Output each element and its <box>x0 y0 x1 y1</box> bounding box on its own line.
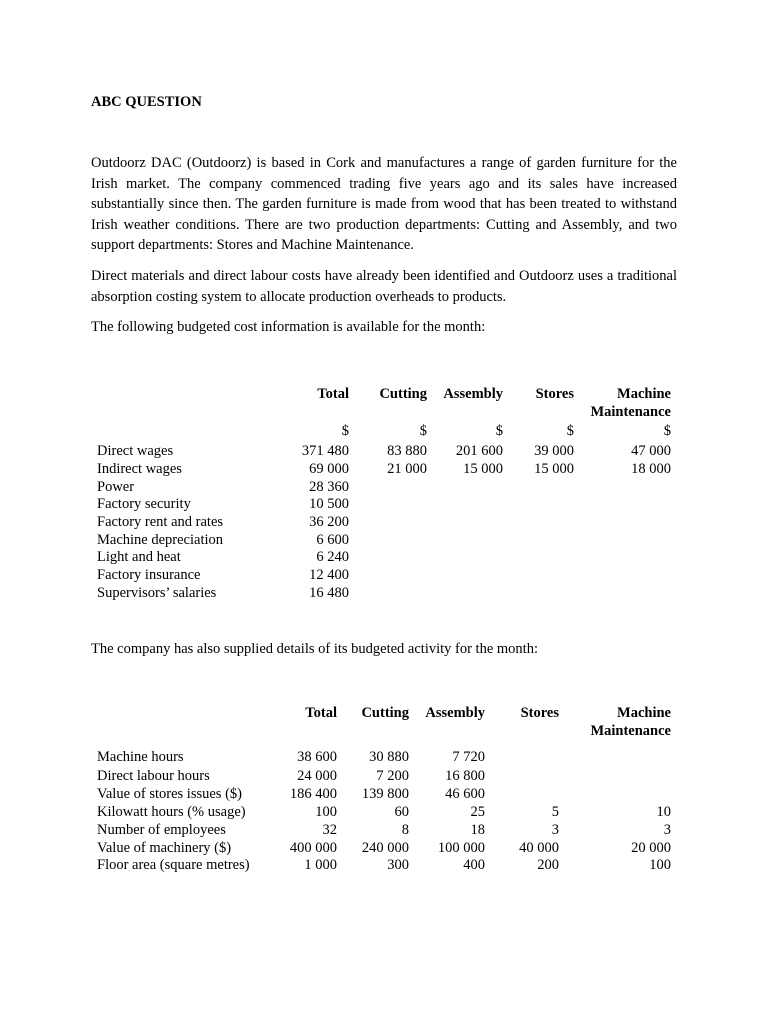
activity-header-cutting: Cutting <box>361 705 409 721</box>
table-cell: 69 000 <box>309 460 349 477</box>
row-label: Power <box>97 478 135 495</box>
page-title: ABC QUESTION <box>91 94 202 110</box>
table-row <box>97 840 671 858</box>
table-cell: 15 000 <box>534 460 574 477</box>
table-cell: 5 <box>551 803 559 820</box>
table-cell <box>574 549 671 567</box>
cost-header-total: Total <box>317 386 349 402</box>
table-cell <box>559 786 671 804</box>
table-cell: 7 720 <box>452 748 485 765</box>
table-cell: 300 <box>387 857 409 874</box>
table-cell: 240 000 <box>361 839 409 856</box>
cost-intro-paragraph: The following budgeted cost information is available for the month: <box>91 319 486 335</box>
table-cell: 186 400 <box>289 786 337 803</box>
table-cell <box>427 514 503 532</box>
budgeted-activity-table <box>97 705 671 875</box>
table-cell: 400 <box>463 857 485 874</box>
activity-header-stores: Stores <box>520 705 559 721</box>
table-cell <box>349 532 427 550</box>
table-row <box>97 514 671 532</box>
table-cell: 10 <box>656 803 671 820</box>
row-label: Direct labour hours <box>97 768 210 785</box>
table-cell <box>349 549 427 567</box>
row-label: Floor area (square metres) <box>97 857 250 874</box>
table-row <box>97 804 671 822</box>
table-cell <box>349 514 427 532</box>
activity-header-assembly: Assembly <box>425 705 485 721</box>
cost-header-assembly: Assembly <box>443 386 503 402</box>
costing-paragraph: Direct materials and direct labour costs have already been identified and Outdoorz uses a traditional absorption costing system to allocate production overheads to products. <box>91 268 677 305</box>
row-label: Kilowatt hours (% usage) <box>97 803 246 820</box>
table-cell: 100 <box>315 803 337 820</box>
table-cell <box>574 567 671 585</box>
table-row <box>97 443 671 461</box>
table-cell <box>349 585 427 603</box>
row-label: Factory security <box>97 496 191 513</box>
table-cell: 400 000 <box>289 839 337 856</box>
row-label: Light and heat <box>97 549 181 566</box>
intro-paragraph: Outdoorz DAC (Outdoorz) is based in Cork and manufactures a range of garden furniture for the Irish market. The company commenced trading five years ago and its sales have increased substantially since then. The garden furniture is made from wood that has been treated to withstand Irish weather conditions. There are two production departments: Cutting and Assembly, and two support departments: Stores and Machine Maintenance. <box>91 155 677 253</box>
table-cell <box>559 741 671 767</box>
table-cell: 200 <box>537 857 559 874</box>
table-cell <box>485 786 559 804</box>
table-cell <box>349 567 427 585</box>
table-cell <box>349 479 427 497</box>
table-cell: 16 480 <box>309 584 349 601</box>
table-row <box>97 461 671 479</box>
row-label: Indirect wages <box>97 460 182 477</box>
table-cell: 40 000 <box>519 839 559 856</box>
table-cell: 47 000 <box>631 443 671 460</box>
table-cell: 32 <box>322 821 337 838</box>
row-label: Direct wages <box>97 443 174 460</box>
table-cell: 25 <box>470 803 485 820</box>
table-cell: 1 000 <box>304 857 337 874</box>
table-cell <box>574 532 671 550</box>
table-cell: 30 880 <box>369 748 409 765</box>
table-cell: 7 200 <box>376 768 409 785</box>
table-cell: 100 <box>649 857 671 874</box>
row-label: Supervisors’ salaries <box>97 584 217 601</box>
table-cell: 201 600 <box>455 443 503 460</box>
table-cell <box>485 741 559 767</box>
table-cell: 3 <box>551 821 559 838</box>
row-label: Machine depreciation <box>97 531 224 548</box>
table-cell <box>427 549 503 567</box>
table-cell <box>503 567 574 585</box>
table-cell: 3 <box>663 821 671 838</box>
row-label: Value of machinery ($) <box>97 839 232 856</box>
table-cell <box>427 496 503 514</box>
table-cell: 60 <box>394 803 409 820</box>
currency-symbol: $ <box>495 423 503 440</box>
table-cell: 6 600 <box>316 531 349 548</box>
table-cell <box>574 514 671 532</box>
table-row <box>97 479 671 497</box>
activity-header-total: Total <box>305 705 337 721</box>
table-cell <box>574 585 671 603</box>
cost-header-cutting: Cutting <box>379 386 427 402</box>
table-cell <box>574 496 671 514</box>
table-cell: 6 240 <box>316 549 349 566</box>
table-cell <box>503 514 574 532</box>
table-row <box>97 857 671 875</box>
table-cell <box>427 585 503 603</box>
currency-symbol: $ <box>341 423 349 440</box>
table-cell <box>503 496 574 514</box>
table-row <box>97 766 671 786</box>
table-row <box>97 741 671 767</box>
table-row <box>97 567 671 585</box>
table-cell: 38 600 <box>297 748 337 765</box>
activity-intro-paragraph: The company has also supplied details of its budgeted activity for the month: <box>91 641 538 657</box>
table-cell <box>574 479 671 497</box>
table-cell <box>503 585 574 603</box>
currency-symbol: $ <box>419 423 427 440</box>
table-cell: 139 800 <box>361 786 409 803</box>
table-cell <box>559 766 671 786</box>
table-cell: 18 000 <box>631 460 671 477</box>
table-cell: 10 500 <box>309 496 349 513</box>
table-cell: 100 000 <box>437 839 485 856</box>
cost-header-stores: Stores <box>535 386 574 402</box>
table-cell: 83 880 <box>387 443 427 460</box>
table-cell <box>349 496 427 514</box>
table-cell: 371 480 <box>301 443 349 460</box>
row-label: Value of stores issues ($) <box>97 786 242 803</box>
row-label: Machine hours <box>97 748 184 765</box>
table-cell <box>485 766 559 786</box>
table-row <box>97 496 671 514</box>
table-cell: 18 <box>470 821 485 838</box>
table-cell <box>427 532 503 550</box>
table-cell: 12 400 <box>309 567 349 584</box>
table-cell: 46 600 <box>445 786 485 803</box>
table-row <box>97 532 671 550</box>
table-cell: 15 000 <box>463 460 503 477</box>
table-cell <box>503 479 574 497</box>
table-cell: 36 200 <box>309 513 349 530</box>
cost-header-machine-maintenance: Machine Maintenance <box>590 386 671 420</box>
table-row <box>97 822 671 840</box>
table-cell <box>503 549 574 567</box>
table-row <box>97 786 671 804</box>
currency-symbol: $ <box>566 423 574 440</box>
row-label: Number of employees <box>97 821 226 838</box>
row-label: Factory insurance <box>97 567 201 584</box>
table-cell <box>427 567 503 585</box>
table-cell <box>503 532 574 550</box>
table-cell: 39 000 <box>534 443 574 460</box>
table-row <box>97 549 671 567</box>
table-row <box>97 585 671 603</box>
table-cell: 28 360 <box>309 478 349 495</box>
table-cell: 8 <box>401 821 409 838</box>
table-cell <box>427 479 503 497</box>
budgeted-cost-table <box>97 386 671 602</box>
currency-symbol: $ <box>663 423 671 440</box>
table-cell: 24 000 <box>297 768 337 785</box>
table-cell: 21 000 <box>387 460 427 477</box>
activity-header-machine-maintenance: Machine Maintenance <box>590 705 671 739</box>
table-cell: 20 000 <box>631 839 671 856</box>
table-cell: 16 800 <box>445 768 485 785</box>
row-label: Factory rent and rates <box>97 513 224 530</box>
